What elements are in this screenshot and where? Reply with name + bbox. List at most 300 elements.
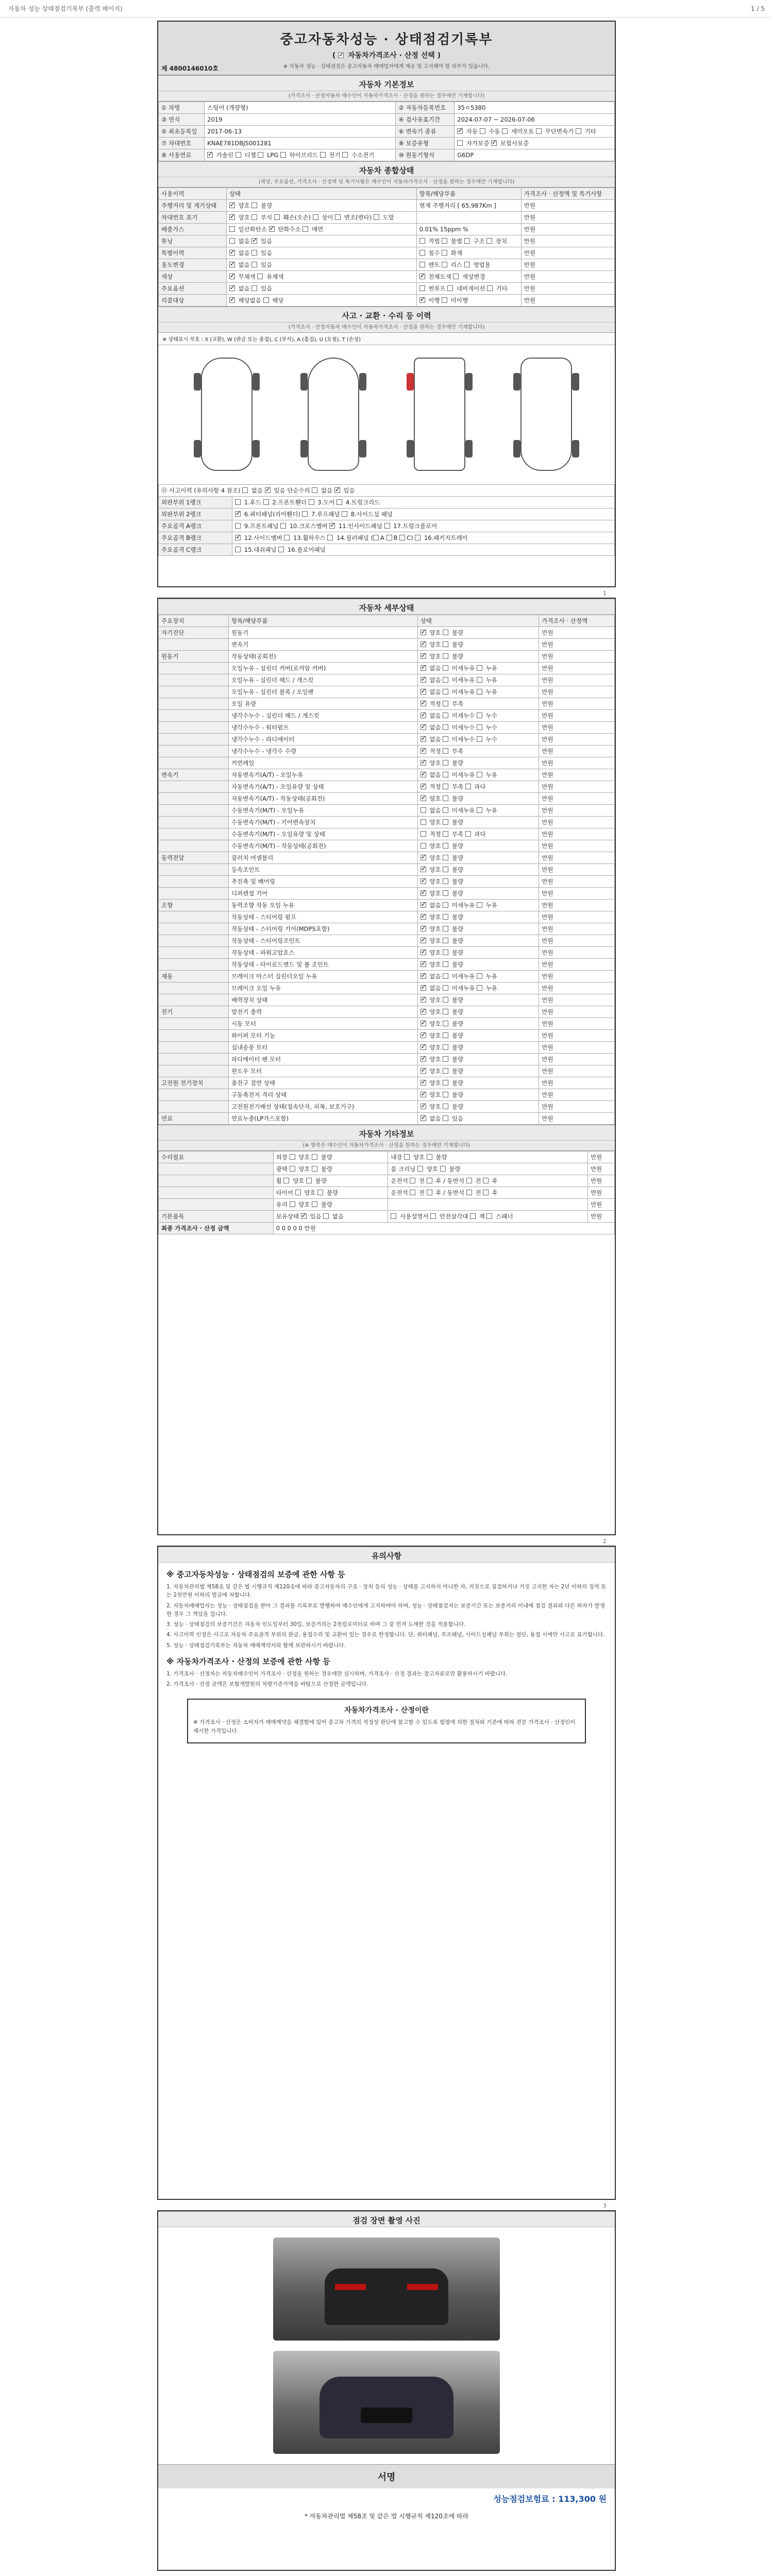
detail-price: 만원 [539,911,615,923]
detail-state: ✓ 없음 미세누수 누수 [417,710,539,722]
detail-part: 작동상태 - 스티어링 기어(MDPS포함) [228,923,417,935]
detail-part: 추진축 및 베어링 [228,876,417,888]
status-item: 리콜대상 [159,295,227,307]
detail-part: 자동변속기(A/T) - 작동상태(공회전) [228,793,417,805]
detail-part: 작동상태(공회전) [228,651,417,663]
status-state: ✓ 없음 있음 [226,283,416,295]
detail-row [159,722,615,734]
section-title-accident: 사고 · 교환 · 수리 등 이력 [158,307,615,323]
detail-row [159,923,615,935]
status-row [159,271,615,283]
detail-row [159,994,615,1006]
basic-label: ② 자동차등록번호 [396,102,455,114]
status-item: 튜닝 [159,235,227,247]
detail-price: 만원 [539,1077,615,1089]
status-state: 없음 ✓ 있음 [226,235,416,247]
detail-state: ✓ 적정 부족 [417,698,539,710]
status-price: 만원 [521,295,614,307]
status-price: 만원 [521,224,614,235]
status-detail: 썬루프 네비게이션 기타 [416,283,521,295]
detail-device [159,710,229,722]
other-price: 만원 [588,1175,615,1187]
status-row [159,259,615,271]
detail-price: 만원 [539,639,615,651]
detail-state: ✓ 없음 미세누유 누유 [417,971,539,982]
detail-device [159,1018,229,1030]
detail-part: 구동축전지 격리 상태 [228,1089,417,1101]
status-state: 일산화탄소 ✓ 탄화수소 매연 [226,224,416,235]
detail-device [159,734,229,745]
appraisal-box-text: ※ 가격조사 · 산정은 소비자가 매매계약을 체결함에 있어 중고차 가격의 적정성 판단에 참고할 수 있도록 법령에 의한 절차와 기준에 따라 전문 가격조사 · 산정인이 제시한 가격입니다. [193,1719,576,1734]
detail-price: 만원 [539,734,615,745]
status-price: 만원 [521,212,614,224]
final-price-label: 최종 가격조사 · 산정 금액 [159,1223,274,1234]
detail-row [159,947,615,959]
status-detail: 적법 불법 구조 장치 [416,235,521,247]
detail-row [159,959,615,971]
detail-row [159,710,615,722]
detail-device: 동력전달 [159,852,229,864]
detail-state: ✓ 양호 불량 [417,1089,539,1101]
detail-price: 만원 [539,828,615,840]
other-row [159,1199,615,1211]
detail-part: 라디에이터 팬 모터 [228,1054,417,1065]
detail-state: ✓ 없음 미세누수 누수 [417,722,539,734]
insurance-fee-value: 113,300 원 [558,2494,607,2504]
detail-device [159,1101,229,1113]
detail-part: 작동상태 - 파워고압호스 [228,947,417,959]
detail-device [159,686,229,698]
detail-state: ✓ 적정 부족 과다 [417,781,539,793]
detail-row [159,900,615,911]
detail-state: 양호 불량 [417,840,539,852]
page-number: 3 [603,2202,607,2209]
detail-state: ✓ 없음 미세누유 누유 [417,900,539,911]
status-header: 가격조사 · 산정액 및 특기사항 [521,188,614,200]
basic-value: ✓ 자동 수동 세미오토 무단변속기 기타 [455,126,615,138]
detail-device [159,888,229,900]
detail-state: ✓ 양호 불량 [417,1054,539,1065]
detail-row [159,876,615,888]
detail-state: ✓ 양호 불량 [417,935,539,947]
other-item-a: 보유상태 ✓ 있음 없음 [273,1211,388,1223]
status-row [159,235,615,247]
detail-price: 만원 [539,1006,615,1018]
detail-part: 실내송풍 모터 [228,1042,417,1054]
other-item-a: 광택 양호 불량 [273,1163,388,1175]
detail-device [159,994,229,1006]
accident-table [158,484,615,556]
detail-part: 수동변속기(M/T) - 오일유량 및 상태 [228,828,417,840]
basic-label: ⑩ 원동기형식 [396,149,455,161]
detail-price: 만원 [539,1018,615,1030]
accident-part-row [159,520,615,532]
status-detail: 침수 화재 [416,247,521,259]
detail-part: 오일누유 - 실린더 헤드 / 개스킷 [228,674,417,686]
detail-row [159,757,615,769]
detail-device [159,1030,229,1042]
detail-device [159,864,229,876]
notice-paragraph: 1. 가격조사 · 산정자는 자동차매수인이 가격조사 · 산정을 원하는 경우에만 실시하며, 가격조사 · 산정 결과는 참고자료로만 활용하시기 바랍니다. [166,1670,508,1677]
status-detail: ✓ 전체도색 색상변경 [416,271,521,283]
photo-gallery [158,2227,615,2464]
detail-state: ✓ 양호 불량 [417,793,539,805]
other-row [159,1187,615,1199]
detail-state: ✓ 양호 불량 [417,757,539,769]
section-note-accident: (가격조사 · 산정자동차 매수인이 자동차가격조사 · 산정을 원하는 경우에만 기재합니다) [158,323,615,333]
detail-state: ✓ 양호 불량 [417,876,539,888]
status-state: ✓ 무채색 유채색 [226,271,416,283]
detail-row [159,1006,615,1018]
detail-part: 수동변속기(M/T) - 작동상태(공회전) [228,840,417,852]
detail-price: 만원 [539,722,615,734]
status-state: ✓ 양호 부식 훼손(오손) 상이 변조(변타) 도말 [226,212,416,224]
basic-value: 자가보증 ✓ 보험사보증 [455,138,615,149]
other-row [159,1211,615,1223]
inspection-photo-rear [273,2238,500,2341]
status-item: 배출가스 [159,224,227,235]
detail-device [159,757,229,769]
detail-row [159,982,615,994]
detail-part: 냉각수누수 - 워터펌프 [228,722,417,734]
detail-device [159,947,229,959]
detail-device: 자기진단 [159,627,229,639]
status-state: ✓ 해당없음 해당 [226,295,416,307]
detail-state: ✓ 양호 불량 [417,864,539,876]
accident-part-items: 15.대쉬패널 16.플로어패널 [232,544,615,556]
detail-state: ✓ 양호 불량 [417,1018,539,1030]
detail-row [159,627,615,639]
detail-price: 만원 [539,793,615,805]
detail-state: 적정 부족 과다 [417,828,539,840]
notice-paragraph: 2. 자동차매매업자는 성능 · 상태점검을 받아 그 결과를 기록부로 발행하여 매수인에게 고지하여야 하며, 성능 · 상태점검자는 보증기간 또는 보증거리 이내에 점검 결과와 다른 하자가 발생한 경우 그 책임을 집니다. [166,1602,605,1617]
basic-label: ⑥ 변속기 종류 [396,126,455,138]
section-title-notice: 유의사항 [158,1547,615,1563]
detail-device [159,982,229,994]
status-price: 만원 [521,200,614,212]
basic-info-table [158,101,615,161]
other-item-a: 유리 양호 불량 [273,1199,388,1211]
detail-part: 등속조인트 [228,864,417,876]
detail-price: 만원 [539,959,615,971]
status-item: 주요옵션 [159,283,227,295]
other-item-b: 사용설명서 안전삼각대 잭 스패너 [388,1211,588,1223]
status-row [159,283,615,295]
basic-value: 2019 [205,114,396,126]
final-price-value: 0 0 0 0 0 만원 [273,1223,614,1234]
accident-part-rank: 주요골격 B랭크 [159,532,232,544]
car-diagram [158,345,615,484]
car-diagram-rear [505,352,587,476]
detail-row [159,1089,615,1101]
notice-heading-1: ※ 중고자동차성능 · 상태점검의 보증에 관한 사항 등 [166,1570,345,1579]
car-diagram-side [186,352,268,476]
detail-part: 커먼레일 [228,757,417,769]
detail-part: 동력조향 작동 오일 누유 [228,900,417,911]
detail-state: ✓ 없음 미세누유 누유 [417,663,539,674]
detail-device: 고전원 전기장치 [159,1077,229,1089]
detail-state: ✓ 양호 불량 [417,888,539,900]
detail-row [159,888,615,900]
other-item-a: 타이어 양호 불량 [273,1187,388,1199]
status-row [159,247,615,259]
other-item-b: 내장 양호 불량 [388,1151,588,1163]
status-row [159,200,615,212]
detail-part: 발전기 출력 [228,1006,417,1018]
detail-part: 작동상태 - 스티어링 펌프 [228,911,417,923]
detail-state: ✓ 양호 불량 [417,651,539,663]
accident-part-row [159,497,615,509]
status-detail [416,212,521,224]
detail-part: 작동상태 - 스티어링조인트 [228,935,417,947]
detail-device [159,876,229,888]
detail-device [159,781,229,793]
page-number: 2 [603,1538,607,1545]
status-state: ✓ 없음 있음 [226,247,416,259]
other-item-a: 휠 양호 불량 [273,1175,388,1187]
detail-row [159,1030,615,1042]
section-title-photos: 점검 장면 촬영 사진 [158,2211,615,2227]
detail-device [159,793,229,805]
basic-row [159,126,615,138]
detail-header: 상태 [417,615,539,627]
detail-price: 만원 [539,1089,615,1101]
detail-device: 전기 [159,1006,229,1018]
detail-row [159,1065,615,1077]
notice-paragraph: 4. 사고이력 인정은 사고로 자동차 주요골격 부위의 판금, 용접수리 및 교환이 있는 경우로 한정합니다. 단, 쿼터패널, 루프패널, 사이드실패널 부위는 절단, 용접 시에만 사고로 표기합니다. [166,1632,605,1638]
detail-part: 고전원전기배선 상태(접속단자, 피복, 보호기구) [228,1101,417,1113]
detail-row [159,971,615,982]
detail-device [159,911,229,923]
detail-header: 항목/해당부품 [228,615,417,627]
detail-price: 만원 [539,864,615,876]
detail-part: 배력장치 상태 [228,994,417,1006]
status-price: 만원 [521,235,614,247]
other-row [159,1163,615,1175]
detail-device [159,722,229,734]
detail-price: 만원 [539,994,615,1006]
detail-part: 충전구 절연 상태 [228,1077,417,1089]
appraisal-box-title: 자동차가격조사 · 산정이란 [344,1706,429,1715]
basic-label: ⑧ 보증유형 [396,138,455,149]
detail-price: 만원 [539,1042,615,1054]
detail-price: 만원 [539,710,615,722]
detail-part: 와이퍼 모터 기능 [228,1030,417,1042]
accident-part-items: 1.후드 2.프론트휀더 3.도어 4.트렁크리드 [232,497,615,509]
detail-price: 만원 [539,888,615,900]
detail-row [159,639,615,651]
status-item: 색상 [159,271,227,283]
status-item: 차대번호 표기 [159,212,227,224]
insurance-fee [158,2488,615,2509]
detail-part: 원동기 [228,627,417,639]
section-note-other: (※ 항목은 매수인이 자동차가격조사 · 산정을 원하는 경우에만 기재합니다) [158,1141,615,1151]
status-row [159,295,615,307]
basic-label: ① 차명 [159,102,205,114]
page-detail [157,598,616,1535]
detail-state: ✓ 양호 불량 [417,947,539,959]
page-number: 1 [603,590,607,597]
basic-value: 스팅어 (개량형) [205,102,396,114]
section-note-status: (색상, 주요옵션, 가격조사 · 산정액 및 특기사항은 매수인이 자동차가격조사 · 산정을 원하는 경우에만 기재합니다) [158,177,615,188]
detail-state: ✓ 없음 미세누유 누유 [417,686,539,698]
status-header: 항목/해당부품 [416,188,521,200]
detail-row [159,1018,615,1030]
detail-part: 수동변속기(M/T) - 오일누유 [228,805,417,817]
accident-part-row [159,544,615,556]
status-state: ✓ 양호 불량 [226,200,416,212]
detail-part: 오일 유량 [228,698,417,710]
section-title-other: 자동차 기타정보 [158,1125,615,1141]
detail-part: 변속기 [228,639,417,651]
detail-device [159,1054,229,1065]
basic-value: KNAE781DBJS001281 [205,138,396,149]
accident-part-row [159,532,615,544]
detail-price: 만원 [539,781,615,793]
detail-row [159,911,615,923]
detail-price: 만원 [539,769,615,781]
other-category [159,1163,274,1175]
accident-part-rank: 외판부위 2랭크 [159,509,232,520]
detail-row [159,1042,615,1054]
other-item-b: 룸 크리닝 양호 불량 [388,1163,588,1175]
other-row [159,1151,615,1163]
detail-device [159,935,229,947]
notice-paragraph: 2. 가격조사 · 산정 금액은 보험개발원의 차량기준가액을 바탕으로 산정한 금액입니다. [166,1681,368,1688]
document-subtitle: ( ✓ 자동차가격조사 · 산정 선택 ) [158,50,615,60]
detail-price: 만원 [539,947,615,959]
detail-row [159,781,615,793]
detail-device [159,828,229,840]
status-price: 만원 [521,259,614,271]
detail-price: 만원 [539,900,615,911]
detail-state: ✓ 양호 불량 [417,627,539,639]
detail-price: 만원 [539,686,615,698]
appraisal-box [187,1699,586,1743]
detail-row [159,698,615,710]
detail-row [159,935,615,947]
detail-row [159,745,615,757]
notice-paragraph: 3. 성능 · 상태점검의 보증기간은 자동차 인도일부터 30일, 보증거리는 2천킬로미터로 하며 그 중 먼저 도래한 것을 적용합니다. [166,1621,466,1628]
detail-row [159,1113,615,1125]
detail-device [159,1042,229,1054]
status-price: 만원 [521,283,614,295]
detail-device [159,1089,229,1101]
detail-state: ✓ 양호 불량 [417,1030,539,1042]
detail-device [159,1065,229,1077]
other-item-b: 운전석 전 후 / 동반석 전 후 [388,1175,588,1187]
detail-row [159,686,615,698]
status-row [159,224,615,235]
insurance-fee-label: 성능점검보험료 : [493,2494,556,2504]
detail-device: 원동기 [159,651,229,663]
print-page-count: 1 / 5 [751,5,765,12]
other-category [159,1175,274,1187]
document-note: ※ 자동차 성능 · 상태점검은 중고자동차 매매업자에게 제공 및 고지해야 할 의무가 있습니다. [283,64,490,70]
document-number: 제 4800146010호 [161,65,219,72]
detail-price: 만원 [539,923,615,935]
other-item-a: 외장 양호 불량 [273,1151,388,1163]
notice-heading-2: ※ 자동차가격조사 · 산정의 보증에 관한 사항 등 [166,1656,330,1666]
browser-print-header [0,0,773,18]
detail-price: 만원 [539,840,615,852]
page-basic-info [157,21,616,587]
detail-price: 만원 [539,1065,615,1077]
detail-table [158,615,615,1125]
status-header: 상태 [226,188,416,200]
status-detail: ✓ 이행 미이행 [416,295,521,307]
section-title-basic: 자동차 기본정보 [158,75,615,91]
detail-price: 만원 [539,1030,615,1042]
accident-part-rank: 주요골격 C랭크 [159,544,232,556]
detail-state: ✓ 없음 미세누유 누유 [417,982,539,994]
detail-row [159,769,615,781]
detail-state: ✓ 양호 불량 [417,1065,539,1077]
basic-row [159,102,615,114]
status-detail: 렌트 리스 영업용 [416,259,521,271]
car-diagram-top [292,352,375,476]
detail-device [159,663,229,674]
accident-part-items: ✓ 6.쿼터패널(리어휀더) 7.루프패널 8.사이드실 패널 [232,509,615,520]
section-title-detail: 자동차 세부상태 [158,599,615,615]
inspection-photo-front [273,2351,500,2454]
detail-part: 자동변속기(A/T) - 오일누유 [228,769,417,781]
detail-row [159,864,615,876]
status-detail: 0.01% 15ppm % [416,224,521,235]
basic-row [159,138,615,149]
notice-paragraph: 5. 성능 · 상태점검기록부는 자동차 매매계약서와 함께 보관하시기 바랍니다. [166,1642,346,1649]
detail-device: 변속기 [159,769,229,781]
section-title-status: 자동차 종합상태 [158,161,615,177]
basic-value: ✓ 가솔린 디젤 LPG 하이브리드 전기 수소전기 [205,149,396,161]
status-state: ✓ 없음 있음 [226,259,416,271]
other-category [159,1187,274,1199]
basic-value: 2017-06-13 [205,126,396,138]
detail-part: 시동 모터 [228,1018,417,1030]
other-table [158,1151,615,1234]
detail-row [159,674,615,686]
other-price: 만원 [588,1187,615,1199]
detail-row [159,840,615,852]
detail-device [159,745,229,757]
page-photos [157,2210,616,2571]
detail-row [159,793,615,805]
detail-row [159,852,615,864]
detail-price: 만원 [539,651,615,663]
detail-state: ✓ 없음 미세누유 누유 [417,769,539,781]
accident-part-rank: 외판부위 1랭크 [159,497,232,509]
detail-part: 수동변속기(M/T) - 기어변속장치 [228,817,417,828]
other-category: 수리필요 [159,1151,274,1163]
print-title: 자동차 성능 상태점검기록부 (출력 페이지) [8,5,123,12]
accident-part-row [159,509,615,520]
detail-part: 오일누유 - 실린더 커버(로커암 커버) [228,663,417,674]
detail-price: 만원 [539,757,615,769]
basic-label: ④ 검사유효기간 [396,114,455,126]
detail-device [159,840,229,852]
detail-row [159,734,615,745]
detail-device [159,674,229,686]
detail-price: 만원 [539,805,615,817]
detail-row [159,651,615,663]
status-price: 만원 [521,271,614,283]
other-price: 만원 [588,1163,615,1175]
detail-state: ✓ 양호 불량 [417,1042,539,1054]
basic-value: G6DP [455,149,615,161]
detail-part: 냉각수누수 - 라디에이터 [228,734,417,745]
detail-part: 브레이크 마스터 실린더오일 누유 [228,971,417,982]
detail-part: 작동상태 - 타이로드엔드 및 볼 조인트 [228,959,417,971]
